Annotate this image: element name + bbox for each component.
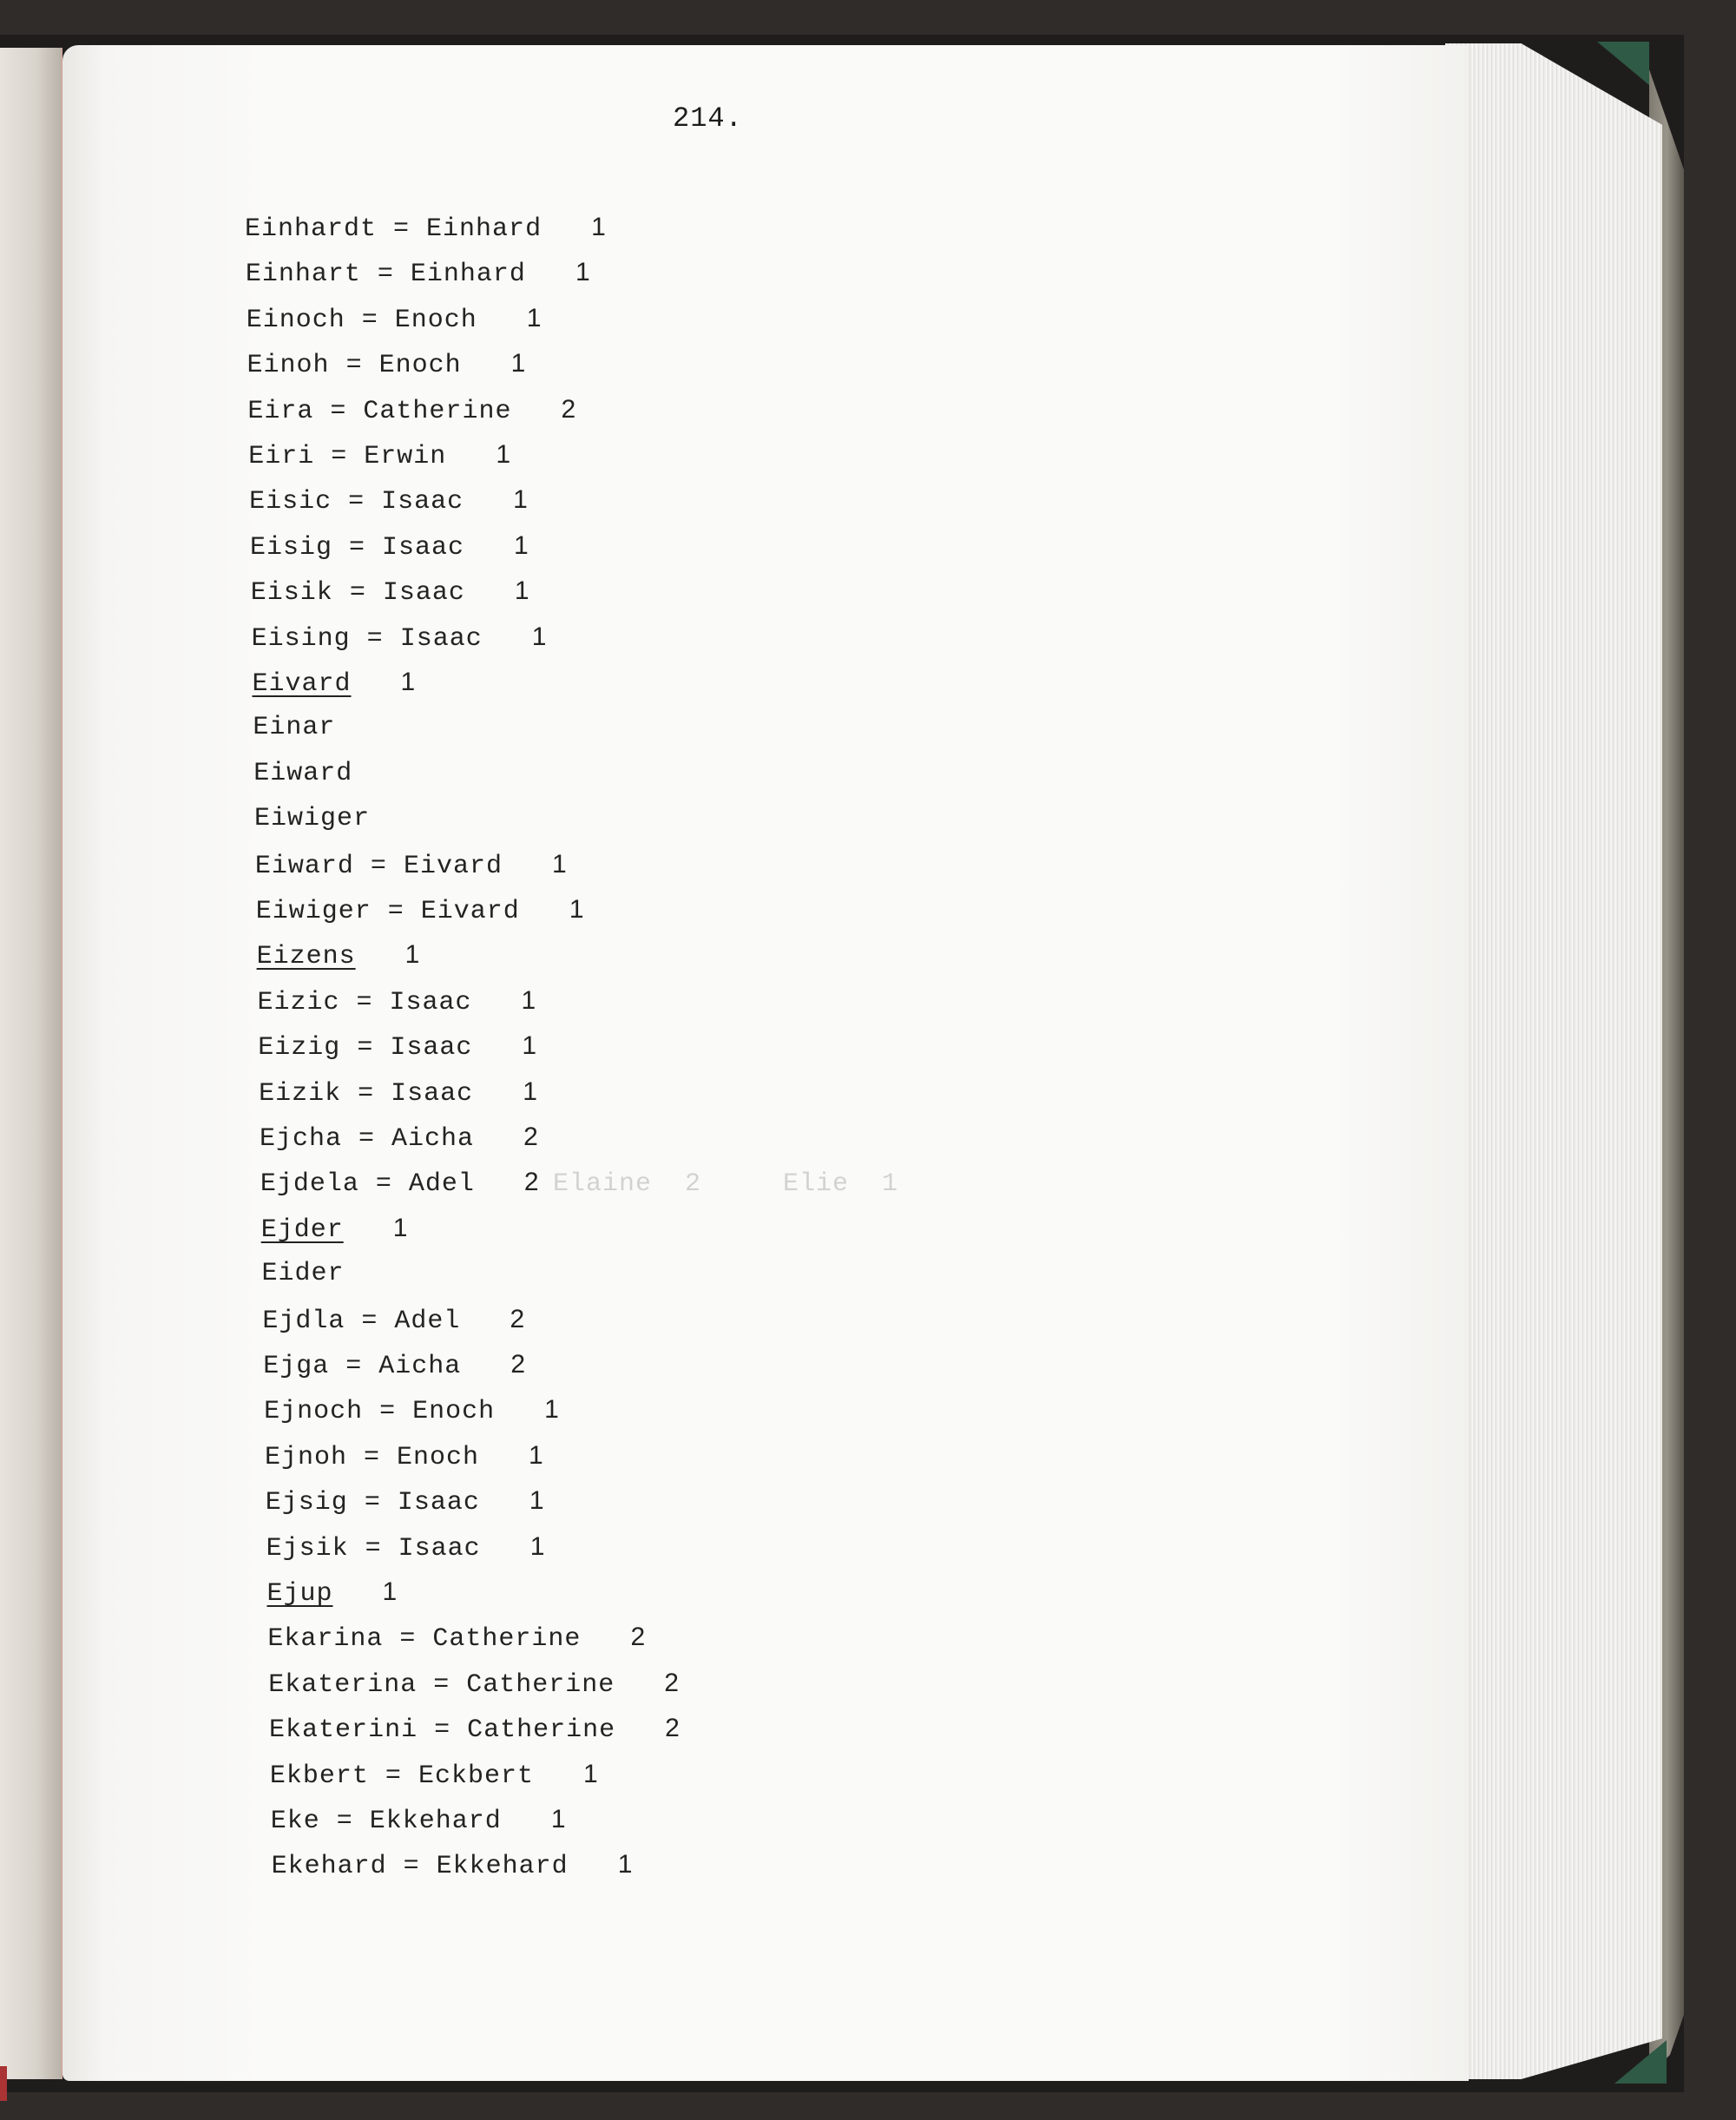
equals-sign: = — [360, 260, 411, 290]
entry-name: Einhart — [245, 260, 361, 290]
entry-equivalent: Ekkehard — [436, 1852, 569, 1882]
left-page-edge — [0, 48, 62, 2079]
entry-count: 2 — [630, 1623, 647, 1652]
entry-equivalent: Adel — [394, 1306, 461, 1336]
index-entry — [255, 850, 568, 881]
cover-red-edge — [0, 2066, 7, 2101]
entry-name: Ejcha — [260, 1124, 343, 1154]
entry-name: Ekarina — [267, 1624, 384, 1655]
entry-count: 2 — [510, 1304, 526, 1333]
index-entry — [259, 1077, 538, 1109]
bleed-through-text: Elie 1 — [783, 1169, 899, 1199]
entry-count: 1 — [496, 440, 511, 469]
entry-name: Ejup — [266, 1579, 333, 1609]
entry-equivalent: Isaac — [399, 623, 483, 654]
index-entry — [250, 531, 529, 563]
entry-count: 2 — [665, 1714, 681, 1743]
index-entry — [252, 622, 548, 654]
entry-name: Eiwiger — [255, 897, 372, 926]
entry-count: 1 — [529, 1531, 546, 1561]
entry-name: Ejnoh — [264, 1442, 347, 1472]
equals-sign: = — [332, 532, 382, 563]
entry-count: 1 — [529, 1440, 544, 1470]
index-entry — [257, 940, 421, 971]
equals-sign: = — [371, 897, 421, 926]
entry-count: 2 — [664, 1668, 680, 1697]
entry-count: 1 — [513, 485, 529, 515]
entry-equivalent: Eivard — [403, 851, 503, 881]
entry-name: Eke — [270, 1807, 320, 1836]
index-entry — [265, 1441, 544, 1472]
index-entry — [268, 1669, 680, 1700]
entry-equivalent: Ekkehard — [369, 1807, 502, 1836]
entry-equivalent: Einhard — [410, 260, 526, 290]
entry-count: 1 — [529, 1486, 545, 1516]
index-entry — [263, 1350, 526, 1381]
entry-name: Ejdla — [262, 1306, 345, 1336]
equals-sign: = — [332, 487, 382, 517]
entry-name: Ejsik — [266, 1533, 349, 1564]
entry-name: Einoh — [247, 351, 330, 381]
index-entry — [261, 1214, 409, 1245]
equals-sign: = — [340, 1033, 391, 1063]
entry-equivalent: Catherine — [467, 1715, 616, 1746]
entry-equivalent: Isaac — [381, 532, 464, 563]
equals-sign: = — [313, 396, 364, 426]
entry-count: 1 — [550, 1805, 567, 1834]
entry-equivalent: Enoch — [396, 1442, 479, 1472]
equals-sign: = — [329, 1352, 379, 1381]
entry-name: Eising — [251, 623, 351, 654]
entry-equivalent: Eckbert — [418, 1761, 534, 1791]
entry-name: Eisic — [249, 487, 332, 517]
entry-count: 1 — [392, 1213, 409, 1242]
entry-count: 2 — [523, 1168, 540, 1197]
entry-count: 1 — [531, 622, 548, 651]
entry-name: Eisig — [249, 532, 332, 563]
entry-name: Ekbert — [269, 1761, 369, 1791]
entry-count: 1 — [521, 985, 537, 1015]
entry-name: Eiwiger — [254, 804, 371, 834]
index-entry — [257, 986, 536, 1017]
index-entry — [247, 349, 527, 380]
index-entry — [272, 1850, 634, 1881]
equals-sign: = — [341, 1078, 391, 1109]
entry-name: Eisik — [250, 578, 333, 609]
equals-sign: = — [417, 1669, 467, 1700]
equals-sign: = — [342, 1124, 392, 1154]
index-entry — [245, 213, 607, 244]
index-entry — [258, 1031, 537, 1063]
entry-name: Ejsig — [265, 1488, 348, 1518]
entry-equivalent: Isaac — [382, 578, 465, 609]
equals-sign: = — [386, 1852, 437, 1882]
equals-sign: = — [347, 1488, 398, 1518]
entry-count: 2 — [523, 1123, 539, 1151]
entry-equivalent: Isaac — [398, 1533, 481, 1564]
index-entry — [253, 713, 335, 742]
entry-equivalent: Aicha — [378, 1352, 462, 1381]
entry-name: Ejnoch — [264, 1397, 364, 1427]
index-entry — [271, 1805, 567, 1836]
index-entry — [256, 895, 585, 926]
index-entry — [253, 668, 417, 699]
entry-name: Einoch — [246, 305, 345, 335]
page-stack-edge — [1445, 43, 1662, 2079]
entry-name: Eiri — [248, 442, 315, 471]
entry-count: 2 — [561, 394, 577, 424]
entry-equivalent: Isaac — [389, 987, 472, 1017]
entry-count: 1 — [526, 303, 542, 332]
equals-sign: = — [353, 851, 404, 881]
entry-equivalent: Adel — [408, 1169, 475, 1200]
entry-equivalent: Isaac — [381, 487, 464, 517]
entry-name: Ejder — [260, 1215, 344, 1245]
bleed-through-text: Elaine 2 — [553, 1169, 702, 1199]
entry-count: 1 — [510, 349, 527, 379]
index-entry — [269, 1714, 681, 1745]
entry-equivalent: Eivard — [420, 897, 520, 926]
index-entry — [247, 395, 576, 426]
entry-count: 2 — [510, 1350, 526, 1379]
equals-sign: = — [363, 1397, 413, 1427]
entry-count: 1 — [514, 530, 529, 560]
entry-count: 1 — [382, 1577, 398, 1606]
entry-equivalent: Catherine — [363, 396, 512, 426]
entry-count: 1 — [569, 895, 585, 924]
entry-equivalent: Einhard — [426, 214, 542, 244]
equals-sign: = — [339, 987, 390, 1017]
index-entry — [270, 1760, 599, 1791]
entry-equivalent: Enoch — [378, 351, 462, 381]
entry-name: Ekaterini — [269, 1715, 418, 1746]
entry-name: Eivard — [252, 669, 352, 699]
entry-count: 1 — [523, 1076, 538, 1106]
entry-count: 1 — [522, 1031, 538, 1061]
entry-name: Eizik — [259, 1078, 342, 1109]
index-entry — [249, 485, 529, 517]
equals-sign: = — [350, 623, 400, 654]
index-entry — [260, 1168, 540, 1199]
equals-sign: = — [319, 1807, 370, 1836]
equals-sign: = — [345, 305, 395, 335]
index-entry — [254, 804, 370, 833]
entry-equivalent: Catherine — [432, 1624, 582, 1655]
entry-name: Ekehard — [271, 1852, 387, 1882]
entry-name: Eider — [261, 1259, 345, 1289]
entry-equivalent: Isaac — [391, 1078, 474, 1109]
index-entry — [262, 1305, 525, 1336]
index-entry — [267, 1577, 398, 1609]
entry-name: Einhardt — [245, 214, 378, 244]
entry-equivalent: Isaac — [390, 1033, 473, 1063]
equals-sign: = — [348, 1533, 398, 1564]
entry-count: 1 — [591, 213, 607, 241]
entry-equivalent: Erwin — [364, 442, 447, 471]
index-entry — [264, 1395, 560, 1426]
entry-count: 1 — [544, 1395, 560, 1425]
entry-equivalent: Aicha — [391, 1124, 475, 1154]
entry-name: Eiward — [254, 851, 354, 881]
entry-name: Ekaterina — [268, 1669, 418, 1700]
entry-equivalent: Catherine — [466, 1669, 615, 1700]
equals-sign: = — [383, 1624, 433, 1655]
entry-equivalent: Enoch — [394, 305, 477, 335]
equals-sign: = — [332, 578, 383, 609]
index-entry — [253, 759, 352, 788]
index-entry — [262, 1259, 345, 1288]
entry-count: 1 — [617, 1850, 634, 1880]
equals-sign: = — [418, 1715, 468, 1746]
entry-equivalent: Enoch — [412, 1397, 496, 1427]
index-entry — [247, 304, 542, 335]
index-entry — [267, 1623, 646, 1654]
equals-sign: = — [358, 1169, 409, 1200]
equals-sign: = — [346, 1442, 397, 1472]
entry-count: 1 — [400, 668, 417, 696]
entry-count: 1 — [575, 258, 591, 287]
entry-name: Eiward — [253, 758, 353, 788]
entry-name: Einar — [253, 713, 336, 743]
index-entry — [260, 1123, 539, 1154]
entry-count: 1 — [514, 576, 530, 606]
entry-count: 1 — [404, 940, 421, 970]
index-entry — [248, 440, 511, 471]
equals-sign: = — [329, 351, 379, 381]
index-entry — [246, 258, 591, 289]
equals-sign: = — [368, 1761, 418, 1791]
entry-name: Eizic — [257, 987, 340, 1017]
entry-count: 1 — [582, 1759, 599, 1788]
equals-sign: = — [345, 1306, 395, 1336]
index-entry — [266, 1486, 545, 1518]
entry-name: Ejga — [263, 1352, 330, 1381]
equals-sign: = — [377, 214, 427, 244]
index-entry — [266, 1532, 546, 1564]
entry-name: Ejdela — [260, 1169, 359, 1200]
page-number: 214. — [673, 102, 743, 135]
index-entry — [251, 576, 530, 608]
entry-count: 1 — [551, 849, 568, 879]
entry-name: Eizig — [258, 1033, 341, 1063]
entry-equivalent: Isaac — [397, 1488, 480, 1518]
entry-name: Eira — [247, 396, 314, 426]
equals-sign: = — [314, 442, 365, 471]
entry-name: Eizens — [256, 942, 356, 972]
